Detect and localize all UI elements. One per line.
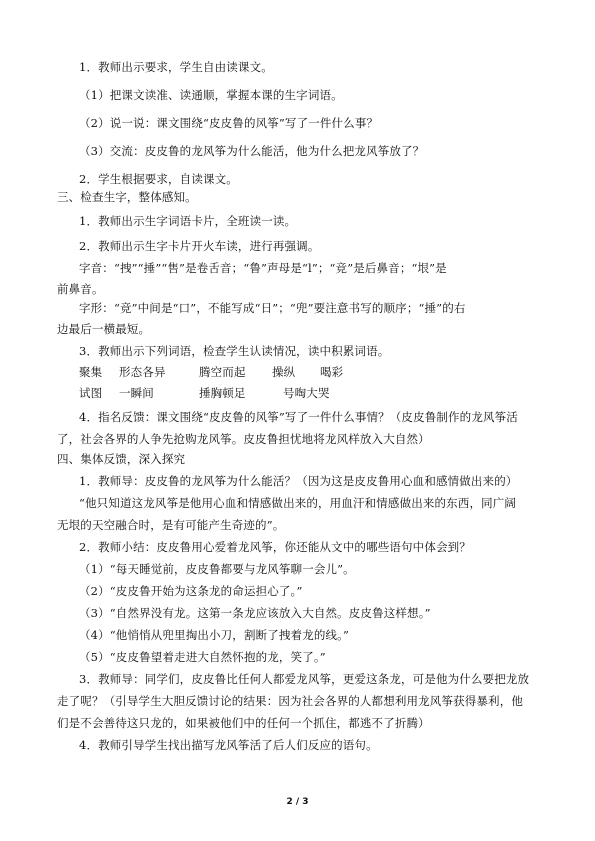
section-4-step-1: 1．教师导：皮皮鲁的龙风筝为什么能活？（因为这是皮皮鲁用心血和感情做出来的） [79,474,518,488]
vocab-word: 腾空而起 [199,365,246,379]
quote-item-4: （4）“他悄悄从兜里掏出小刀，割断了拽着龙的线。” [79,628,350,642]
vocab-word: 操纵 [272,365,296,379]
section-4-step-3-cont-2: 们是不会善待这只龙的，如果被他们中的任何一个抓住，都逃不了折腾） [57,716,430,730]
requirement-3: （3）交流：皮皮鲁的龙风筝为什么能活，他为什么把龙风筝放了？ [79,144,425,158]
step-2-self-reading: 2．学生根据要求，自读课文。 [79,172,238,186]
vocab-word: 捶胸顿足 [199,386,246,400]
glyph-form-note: 字形：“竞”中间是“口”，不能写成“日”；“兜”要注意书写的顺序；“捶”的右 [79,301,466,315]
quote-item-5: （5）“皮皮鲁望着走进大自然怀抱的龙，笑了。” [79,650,326,664]
pronunciation-note: 字音：“拽”“捶”“售”是卷舌音；“鲁”声母是“l”；“竞”是后鼻音；“垠”是 [79,261,447,275]
requirement-1: （1）把课文读准、读通顺，掌握本课的生字词语。 [79,88,343,102]
quote-item-2: （2）“皮皮鲁开始为这条龙的命运担心了。” [79,584,303,598]
section-3-heading: 三、检查生字，整体感知。 [57,190,197,204]
step-1-instruction: 1．教师出示要求，学生自由读课文。 [79,60,273,74]
section-3-step-2: 2．教师出示生字卡片开火车读，进行再强调。 [79,239,320,253]
section-3-step-3: 3．教师出示下列词语，检查学生认读情况，读中积累词语。 [79,344,390,358]
section-3-step-4: 4．指名反馈：课文围绕“皮皮鲁的风筝”写了一件什么事情？（皮皮鲁制作的龙风筝活 [79,410,518,424]
page-number: 2 / 3 [286,797,309,807]
section-4-step-4: 4．教师引导学生找出描写龙风筝活了后人们反应的语句。 [79,738,378,752]
section-4-step-3: 3．教师导：同学们，皮皮鲁比任何人都爱龙风筝，更爱这条龙，可是他为什么要把龙放 [79,672,530,686]
quote-paragraph-cont: 无垠的天空融合时，是有可能产生奇迹的”。 [57,518,285,532]
vocab-word: 聚集 [79,365,103,379]
quote-paragraph: “他只知道这龙风筝是他用心血和情感做出来的，用血汗和情感做出来的东西，同广阔 [79,496,517,510]
vocab-word: 试图 [79,386,103,400]
quote-item-1: （1）“每天睡觉前，皮皮鲁都要与龙风筝聊一会儿”。 [79,562,355,576]
vocab-word: 号啕大哭 [283,386,330,400]
vocab-word: 形态各异 [119,365,166,379]
section-4-step-3-cont: 走了呢？（引导学生大胆反馈讨论的结果：因为社会各界的人都想利用龙风筝获得暴利，他 [57,694,523,708]
section-4-step-2: 2．教师小结：皮皮鲁用心爱着龙风筝，你还能从文中的哪些语句中体会到？ [79,540,471,554]
section-4-heading: 四、集体反馈，深入探究 [57,452,186,466]
vocab-word: 喝彩 [320,365,344,379]
section-3-step-1: 1．教师出示生字词语卡片，全班读一读。 [79,214,297,228]
pronunciation-note-cont: 前鼻音。 [57,282,104,296]
vocab-word: 一瞬间 [119,386,154,400]
quote-item-3: （3）“自然界没有龙。这第一条龙应该放入大自然。皮皮鲁这样想。” [79,606,431,620]
section-3-step-4-cont: 了，社会各界的人争先抢购龙风筝。皮皮鲁担忧地将龙风样放入大自然） [57,432,430,446]
requirement-2: （2）说一说：课文围绕“皮皮鲁的风筝”写了一件什么事？ [79,116,379,130]
glyph-form-note-cont: 边最后一横最短。 [57,322,151,336]
